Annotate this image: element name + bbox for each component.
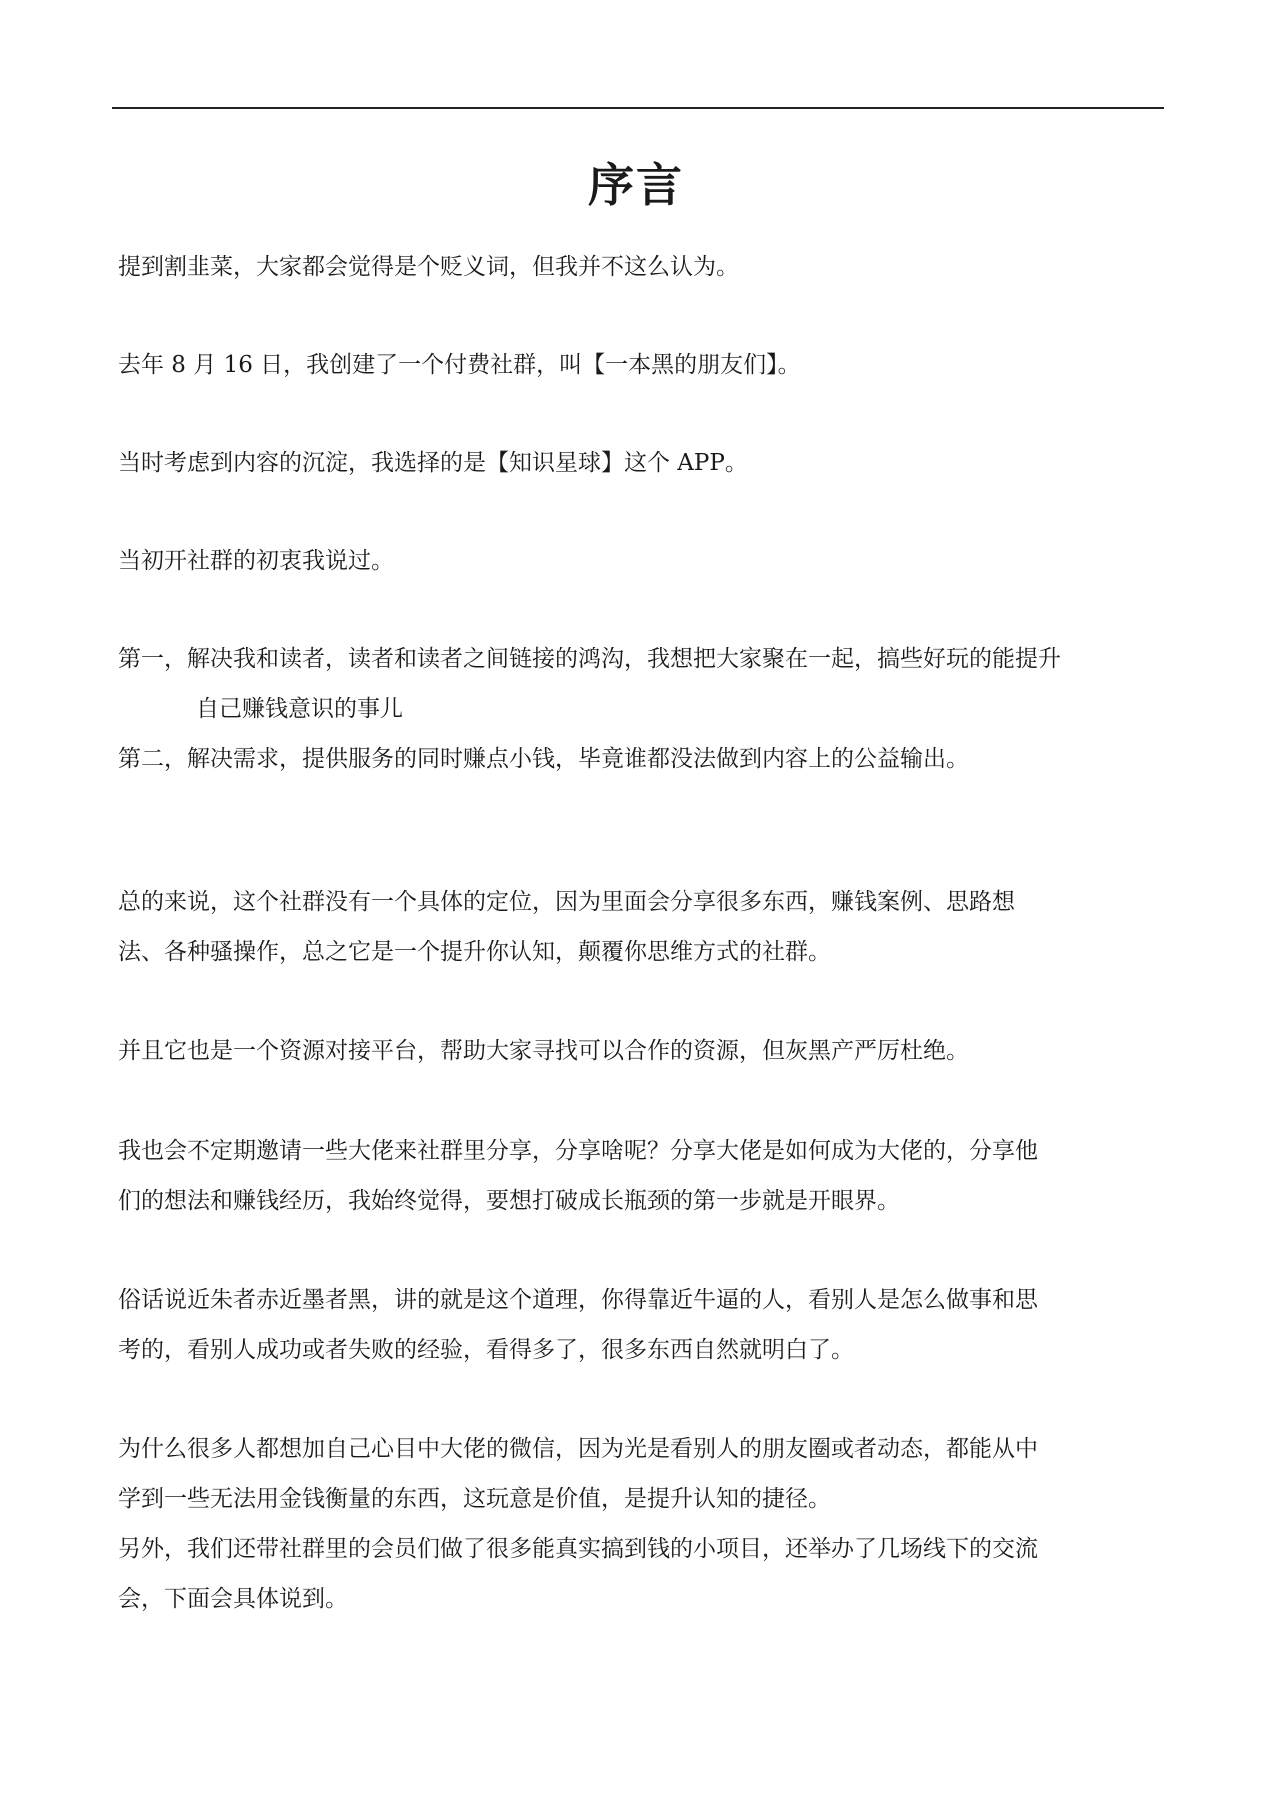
paragraph-6: [118, 1026, 1168, 1076]
paragraph-line: 法、各种骚操作，总之它是一个提升你认知，颠覆你思维方式的社群。: [118, 939, 831, 965]
paragraph-10: [118, 1524, 1168, 1624]
paragraph-7: [118, 1126, 1168, 1226]
paragraph-line: 会，下面会具体说到。: [118, 1586, 348, 1612]
paragraph-4: [118, 536, 1168, 586]
paragraph-3: [118, 438, 1168, 488]
paragraph-2: [118, 340, 1168, 390]
paragraph-line: 们的想法和赚钱经历，我始终觉得，要想打破成长瓶颈的第一步就是开眼界。: [118, 1188, 900, 1214]
paragraph-1: [118, 242, 1168, 292]
paragraph-line: 第一，解决我和读者，读者和读者之间链接的鸿沟，我想把大家聚在一起，搞些好玩的能提升: [118, 646, 1061, 672]
paragraph-line: 俗话说近朱者赤近墨者黑，讲的就是这个道理，你得靠近牛逼的人，看别人是怎么做事和思: [118, 1287, 1038, 1313]
paragraph-line: 为什么很多人都想加自己心目中大佬的微信，因为光是看别人的朋友圈或者动态，都能从中: [118, 1436, 1038, 1462]
paragraph-line: 学到一些无法用金钱衡量的东西，这玩意是价值，是提升认知的捷径。: [118, 1486, 831, 1512]
paragraph-line: 考的，看别人成功或者失败的经验，看得多了，很多东西自然就明白了。: [118, 1337, 854, 1363]
paragraph-8: [118, 1275, 1168, 1375]
paragraph-5: [118, 877, 1168, 977]
list-item-1: [118, 634, 1168, 734]
paragraph-line: 另外，我们还带社群里的会员们做了很多能真实搞到钱的小项目，还举办了几场线下的交流: [118, 1536, 1038, 1562]
paragraph-line: 当初开社群的初衷我说过。: [118, 548, 394, 574]
header-rule: [112, 107, 1164, 109]
paragraph-line-indented: 自己赚钱意识的事儿: [196, 696, 403, 722]
paragraph-line: 去年 8 月 16 日，我创建了一个付费社群，叫【一本黑的朋友们】。: [118, 352, 801, 378]
paragraph-line: 当时考虑到内容的沉淀，我选择的是【知识星球】这个 APP。: [118, 450, 748, 476]
paragraph-line: 并且它也是一个资源对接平台，帮助大家寻找可以合作的资源，但灰黑产严厉杜绝。: [118, 1038, 969, 1064]
paragraph-line: 第二，解决需求，提供服务的同时赚点小钱，毕竟谁都没法做到内容上的公益输出。: [118, 746, 969, 772]
paragraph-9: [118, 1424, 1168, 1524]
paragraph-line: 我也会不定期邀请一些大佬来社群里分享，分享啥呢？分享大佬是如何成为大佬的，分享他: [118, 1138, 1038, 1164]
page-title: 序言: [588, 158, 684, 212]
paragraph-line: 提到割韭菜，大家都会觉得是个贬义词，但我并不这么认为。: [118, 254, 739, 280]
paragraph-line: 总的来说，这个社群没有一个具体的定位，因为里面会分享很多东西，赚钱案例、思路想: [118, 889, 1015, 915]
list-item-2: [118, 734, 1168, 784]
